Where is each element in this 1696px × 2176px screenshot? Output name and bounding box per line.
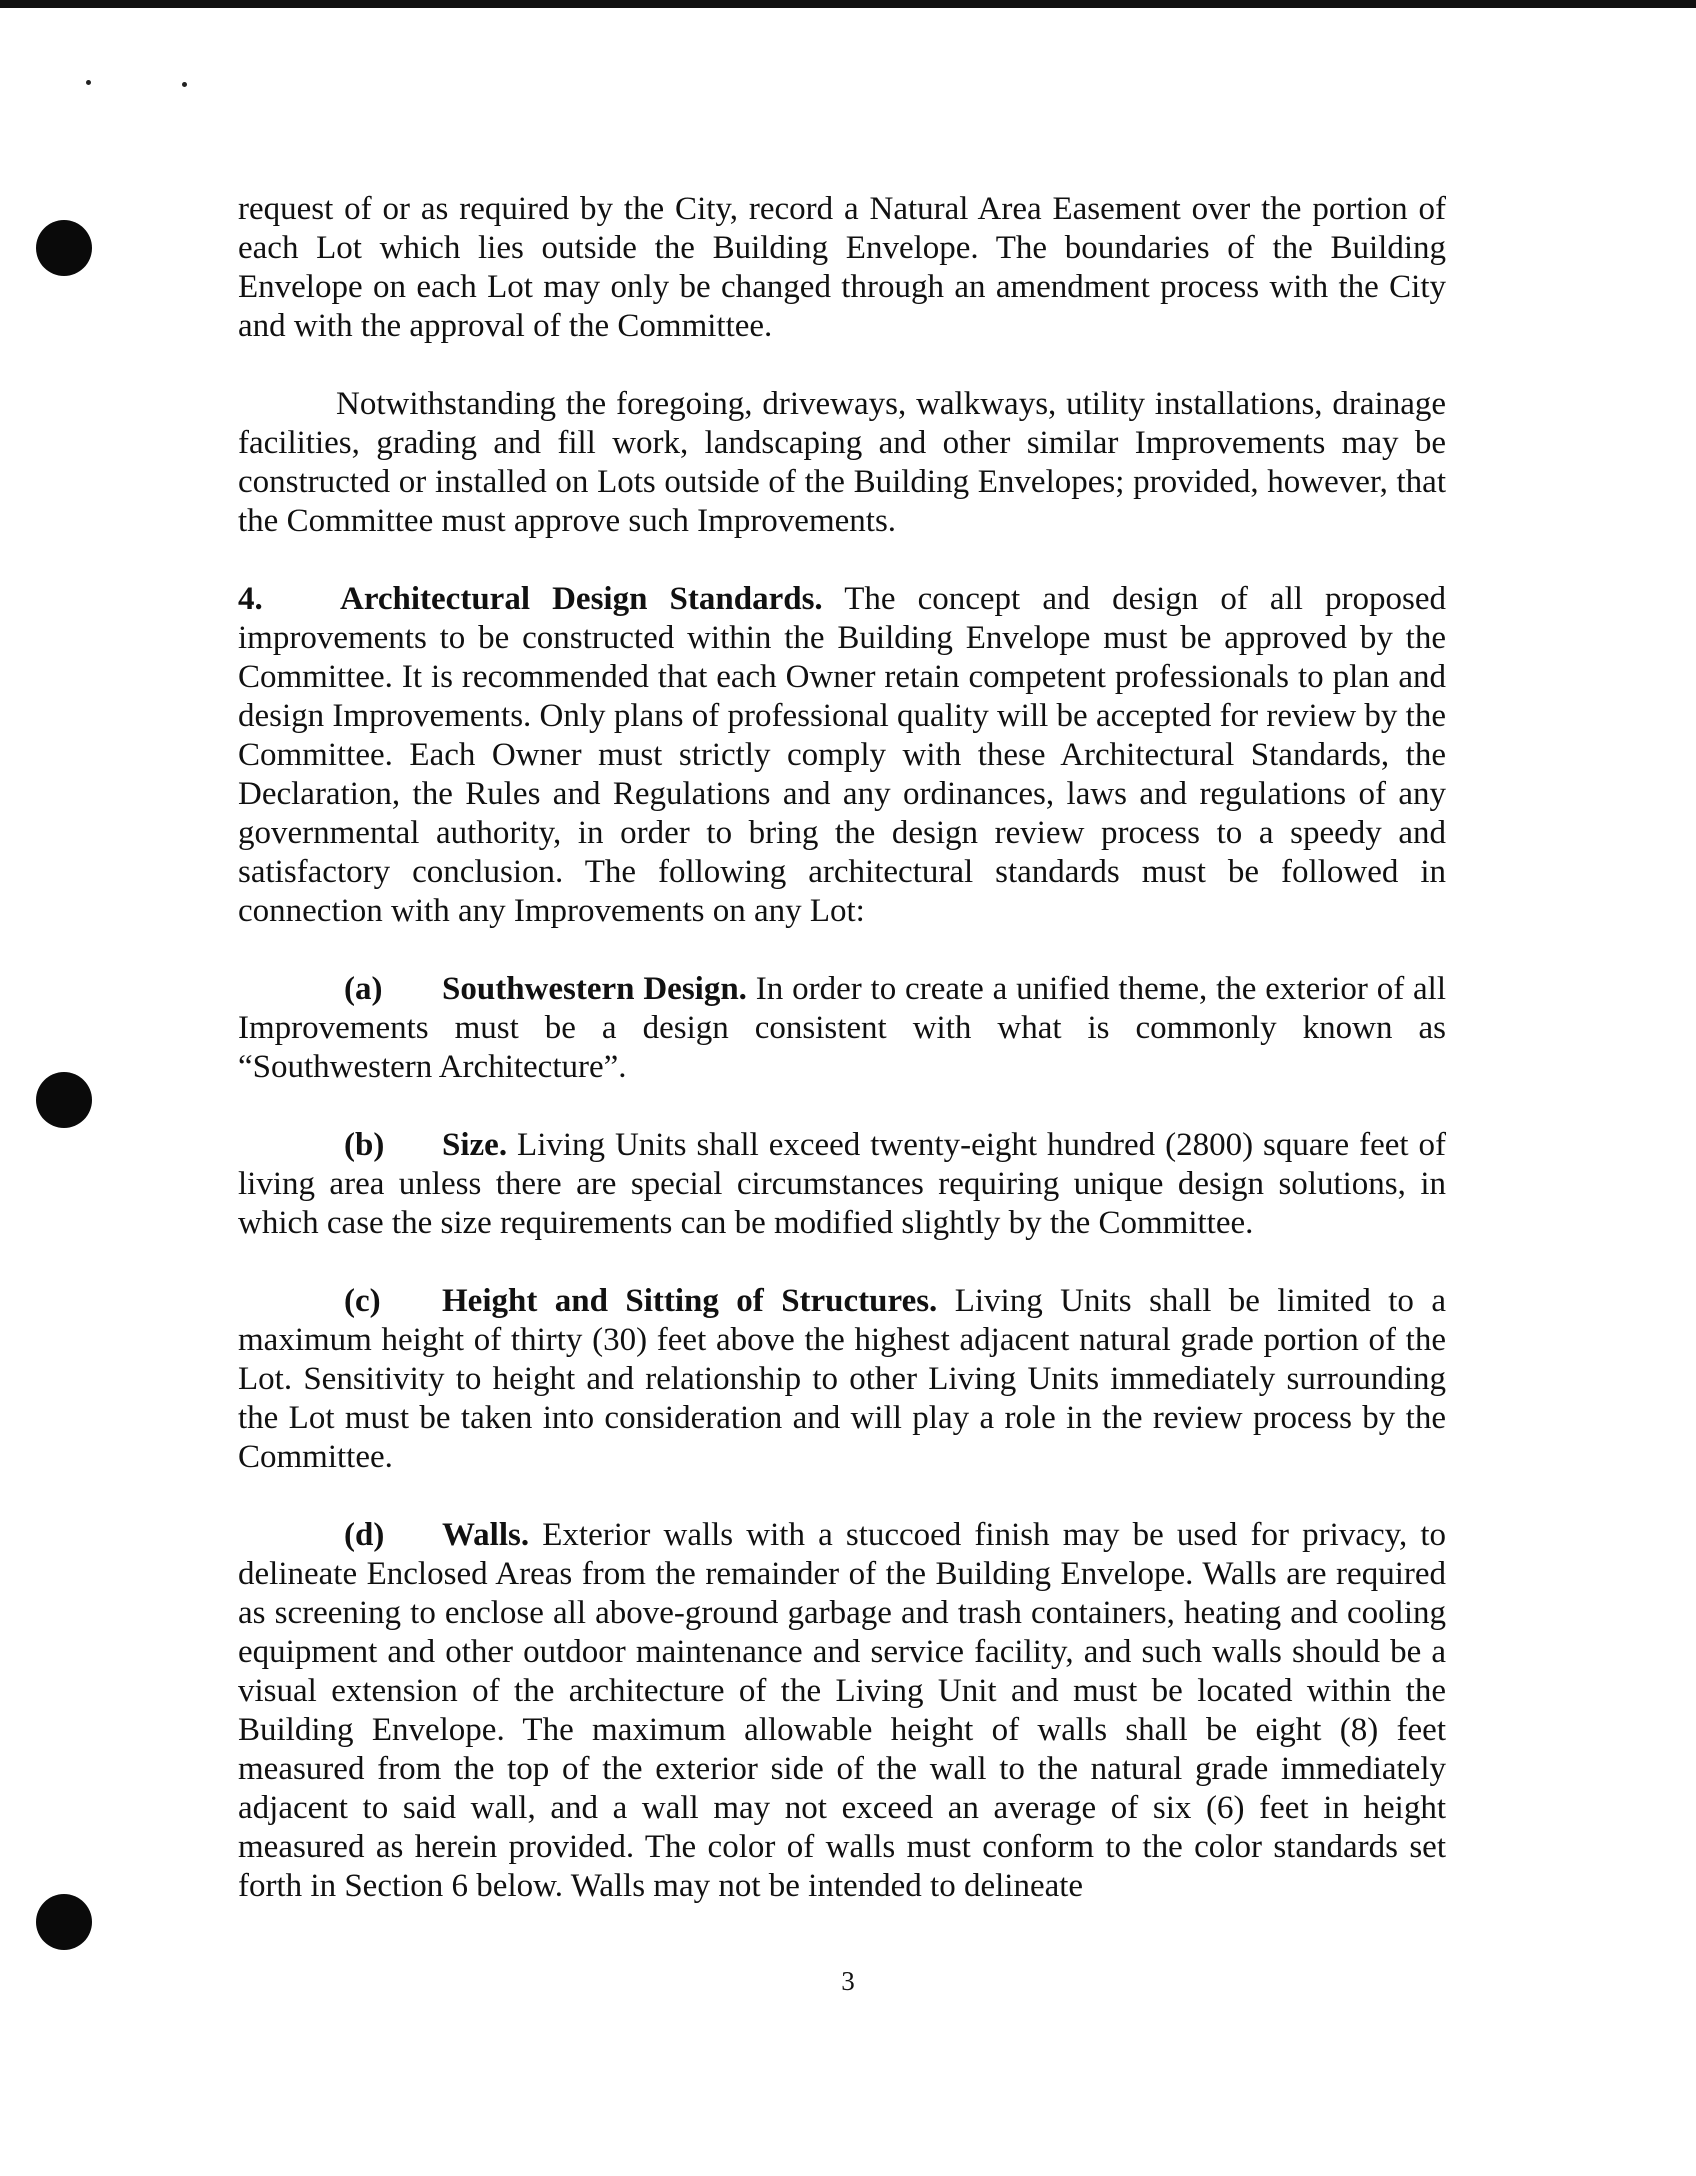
page-number: 3 — [841, 1966, 855, 1996]
section-4-text: The concept and design of all proposed improvements to be constructed within the Building Envelope must be approved by the Committee. It is recommended that each Owner retain competent professionals to plan and design Improvements. Only plans of professional quality will be accepted for review by the Committee. Each Owner must strictly comply with these Architectural Standards, the Declaration, the Rules and Regulations and any ordinances, laws and regulations of any governmental authority, in order to bring the design review process to a speedy and satisfactory conclusion. The following architectural standards must be followed in connection with any Improvements on any Lot: — [238, 581, 1446, 929]
subsection-c-label: (c) — [344, 1283, 381, 1319]
scan-speck — [182, 82, 187, 87]
subsection-a-text: In order to create a unified theme, the exterior of all Improvements must be a design consistent with what is commonly known as “Southwestern Architecture”. — [238, 971, 1447, 1085]
subsection-d-heading: Walls. — [442, 1517, 530, 1553]
intro-paragraph: request of or as required by the City, record a Natural Area Easement over the portion of each Lot which lies outside the Building Envelope. The boundaries of the Building Envelope on each Lot may only be changed through an amendment process with the City and with the approval of the Committee. — [238, 191, 1446, 344]
subsection-d — [238, 1516, 1446, 1906]
subsection-b-heading: Size. — [442, 1127, 508, 1163]
subsection-c-heading: Height and Sitting of Structures. — [442, 1283, 938, 1319]
document-page — [238, 190, 1446, 1945]
section-4-number: 4. — [238, 581, 263, 617]
subsection-d-text: Exterior walls with a stuccoed finish may be used for privacy, to delineate Enclosed Areas from the remainder of the Building Envelope. Walls are required as screening to enclose all above-ground garbage and trash containers, heating and cooling equipment and other outdoor maintenance and service facility, and such walls should be a visual extension of the architecture of the Living Unit and must be located within the Building Envelope. The maximum allowable height of walls shall be eight (8) feet measured from the top of the exterior side of the wall to the natural grade immediately adjacent to said wall, and a wall may not exceed an average of six (6) feet in height measured as herein provided. The color of walls must conform to the color standards set forth in Section 6 below. Walls may not be intended to delineate — [238, 1517, 1447, 1904]
section-4 — [238, 580, 1446, 931]
subsection-d-label: (d) — [344, 1517, 385, 1553]
notwithstanding-paragraph: Notwithstanding the foregoing, driveways, walkways, utility installations, drainage facilities, grading and fill work, landscaping and other similar Improvements may be constructed or installed on Lots outside of the Building Envelopes; provided, however, that the Committee must approve such Improvements. — [238, 386, 1446, 539]
scan-speck — [86, 80, 91, 85]
scan-top-border — [0, 0, 1696, 8]
section-4-heading: Architectural Design Standards. — [340, 581, 823, 617]
punch-hole-bottom — [36, 1894, 92, 1950]
punch-hole-middle — [36, 1072, 92, 1128]
subsection-b — [238, 1126, 1446, 1243]
punch-hole-top — [36, 220, 92, 276]
subsection-c-text: Living Units shall be limited to a maximum height of thirty (30) feet above the highest adjacent natural grade portion of the Lot. Sensitivity to height and relationship to other Living Units immediately surrounding the Lot must be taken into consideration and will play a role in the review process by the Committee. — [238, 1283, 1446, 1475]
subsection-b-text: Living Units shall exceed twenty-eight hundred (2800) square feet of living area unless there are special circumstances requiring unique design solutions, in which case the size requirements can be modified slightly by the Committee. — [238, 1127, 1446, 1241]
subsection-a-heading: Southwestern Design. — [442, 971, 747, 1007]
subsection-c — [238, 1282, 1446, 1477]
subsection-a — [238, 970, 1446, 1087]
subsection-b-label: (b) — [344, 1127, 385, 1163]
subsection-a-label: (a) — [344, 971, 383, 1007]
